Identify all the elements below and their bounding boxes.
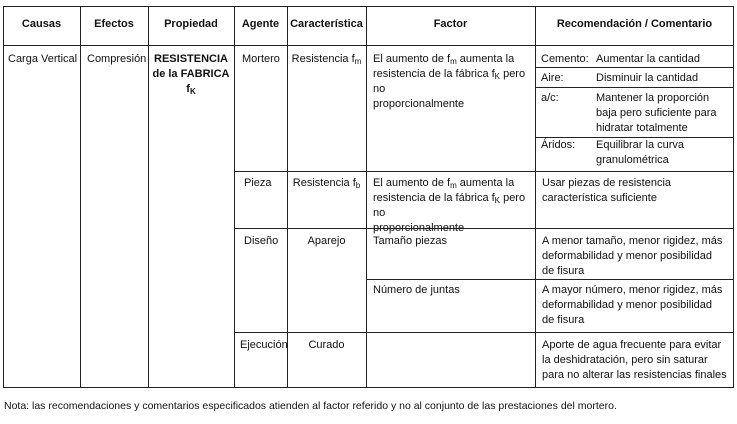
row-divider — [234, 332, 734, 333]
cause-cell: Carga Vertical — [8, 53, 78, 65]
header-causas: Causas — [21, 18, 62, 30]
effect-cell: Compresión — [87, 53, 147, 65]
rec-numero-juntas: A mayor número, menor rigidez, más deformabilidad y menor posibilidad de fisura — [542, 284, 723, 326]
rec-tamano-piezas: A menor tamaño, menor rigidez, más deformabilidad y menor posibilidad de fisura — [542, 235, 723, 277]
factor-tamano-piezas: Tamaño piezas — [373, 235, 447, 247]
rec-text-ac: Mantener la proporción baja pero suficiente para hidratar totalmente — [596, 92, 717, 134]
rec-label-aridos: Áridos: — [541, 139, 576, 151]
factor-mortero: El aumento de $f_m$ aumenta la resistencia de la fábrica $f_K$ pero no proporcionalmente — [373, 53, 526, 110]
header-factor: Factor — [433, 18, 468, 30]
header-recomendacion: Recomendación / Comentario — [556, 18, 713, 30]
characteristic-mortero: Resistencia $f_m$ — [291, 53, 362, 66]
rec-label-ac: a/c: — [541, 92, 559, 104]
column-divider — [535, 6, 536, 388]
footnote: Nota: las recomendaciones y comentarios especificados atienden al factor referido y no al conjunto de las prestaciones del mortero. — [4, 400, 617, 412]
rec-label-cemento: Cemento: — [541, 53, 589, 65]
row-divider — [366, 279, 734, 280]
property-symbol: $f_K$ — [186, 83, 196, 96]
rec-divider — [535, 87, 734, 88]
header-agente: Agente — [241, 18, 280, 30]
rec-ejecucion: Aporte de agua frecuente para evitar la deshidratación, pero sin saturar para no alterar las resistencias finales — [542, 339, 727, 381]
agent-ejecucion: Ejecución — [240, 339, 288, 351]
property-cell — [150, 52, 232, 97]
characteristic-diseno: Aparejo — [307, 235, 346, 247]
header-caracteristica: Característica — [290, 18, 363, 30]
characteristic-pieza: Resistencia $f_b$ — [292, 177, 361, 190]
header-divider — [3, 45, 734, 46]
agent-diseno: Diseño — [244, 235, 279, 247]
header-propiedad: Propiedad — [164, 18, 218, 30]
property-line-1: RESISTENCIA — [154, 53, 228, 65]
property-line-2: de la FABRICA — [152, 68, 230, 80]
rec-text-aridos: Equilibrar la curva granulométrica — [596, 139, 685, 166]
factor-numero-juntas: Número de juntas — [373, 284, 460, 296]
factor-pieza: El aumento de $f_m$ aumenta la resistencia de la fábrica $f_K$ pero no proporcionalmente — [373, 177, 526, 234]
rec-text-cemento: Aumentar la cantidad — [596, 53, 700, 65]
row-divider — [234, 171, 734, 172]
column-divider — [148, 6, 149, 388]
characteristic-ejecucion: Curado — [308, 339, 345, 351]
rec-label-aire: Aire: — [541, 72, 564, 84]
agent-mortero: Mortero — [242, 53, 280, 65]
rec-text-aire: Disminuir la cantidad — [596, 72, 699, 84]
column-divider — [80, 6, 81, 388]
rec-divider — [535, 67, 734, 68]
column-divider — [366, 6, 367, 388]
rec-pieza: Usar piezas de resistencia característica suficiente — [542, 177, 672, 204]
agent-pieza: Pieza — [244, 177, 272, 189]
column-divider — [234, 6, 235, 388]
header-efectos: Efectos — [94, 18, 134, 30]
